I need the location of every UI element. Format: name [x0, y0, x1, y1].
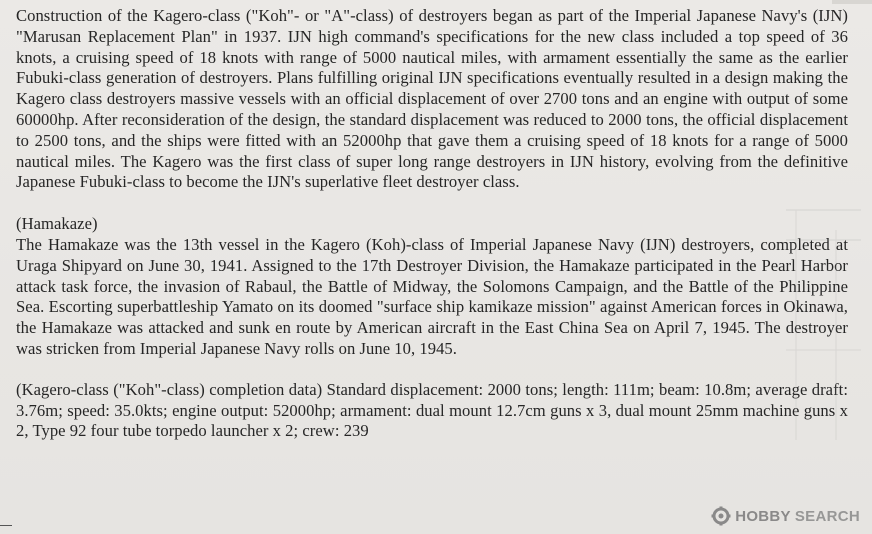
completion-data-paragraph: (Kagero-class ("Koh"-class) completion data) Standard displacement: 2000 tons; length: 111m; beam: 10.8m; average draft: 3.76m; speed: 35.0kts; engine output: 52000hp; armament: dual mount 12.7cm guns x 3, dual mount 25mm machine guns x 2, Type 92 four tube torpedo launcher x 2; crew: 239 — [16, 379, 848, 441]
background-figure — [776, 200, 866, 450]
page-edge — [832, 0, 872, 4]
paragraph-gap — [16, 193, 848, 214]
intro-paragraph: Construction of the Kagero-class ("Koh"- or "A"-class) of destroyers began as part of the Imperial Japanese Navy's (IJN) "Marusan Replacement Plan" in 1937. IJN high command's specifications for the new class included a top speed of 36 knots, a cruising speed of 18 knots with range of 5000 nautical miles, with armament essentially the same as the earlier Fubuki-class generation of destroyers. Plans fulfilling original IJN specifications eventually resulted in a design making the Kagero class destroyers massive vessels with an official displacement of over 2700 tons and an engine with output of some 60000hp. After reconsideration of the design, the standard displacement was reduced to 2000 tons, the official displacement to 2500 tons, and the ships were fitted with an 52000hp that gave them a cruising speed of 18 knots for a range of 5000 nautical miles. The Kagero was the first class of super long range destroyers in IJN history, evolving from the definitive Japanese Fubuki-class to become the IJN's superlative fleet destroyer class. — [16, 6, 848, 192]
watermark-brand: HOBBY — [735, 507, 791, 525]
ship-heading: (Hamakaze) — [16, 214, 98, 234]
gear-icon — [711, 506, 731, 526]
text-block — [16, 6, 848, 442]
ship-history-paragraph: The Hamakaze was the 13th vessel in the Kagero (Koh)-class of Imperial Japanese Navy (IJN) destroyers, completed at Uraga Shipyard on June 30, 1941. Assigned to the 17th Destroyer Division, the Hamakaze participated in the Pearl Harbor attack task force, the invasion of Rabaul, the Battle of Midway, the Solomons Campaign, and the Battle of the Philippine Sea. Escorting superbattleship Yamato on its doomed "surface ship kamikaze mission" against American forces in Okinawa, the Hamakaze was attacked and sunk en route by American aircraft in the East China Sea on April 7, 1945. The destroyer was stricken from Imperial Japanese Navy rolls on June 10, 1945. — [16, 234, 848, 358]
hobby-search-watermark — [711, 506, 860, 526]
paragraph-gap — [16, 360, 848, 380]
watermark-suffix: SEARCH — [794, 507, 860, 525]
margin-mark — [0, 525, 12, 526]
